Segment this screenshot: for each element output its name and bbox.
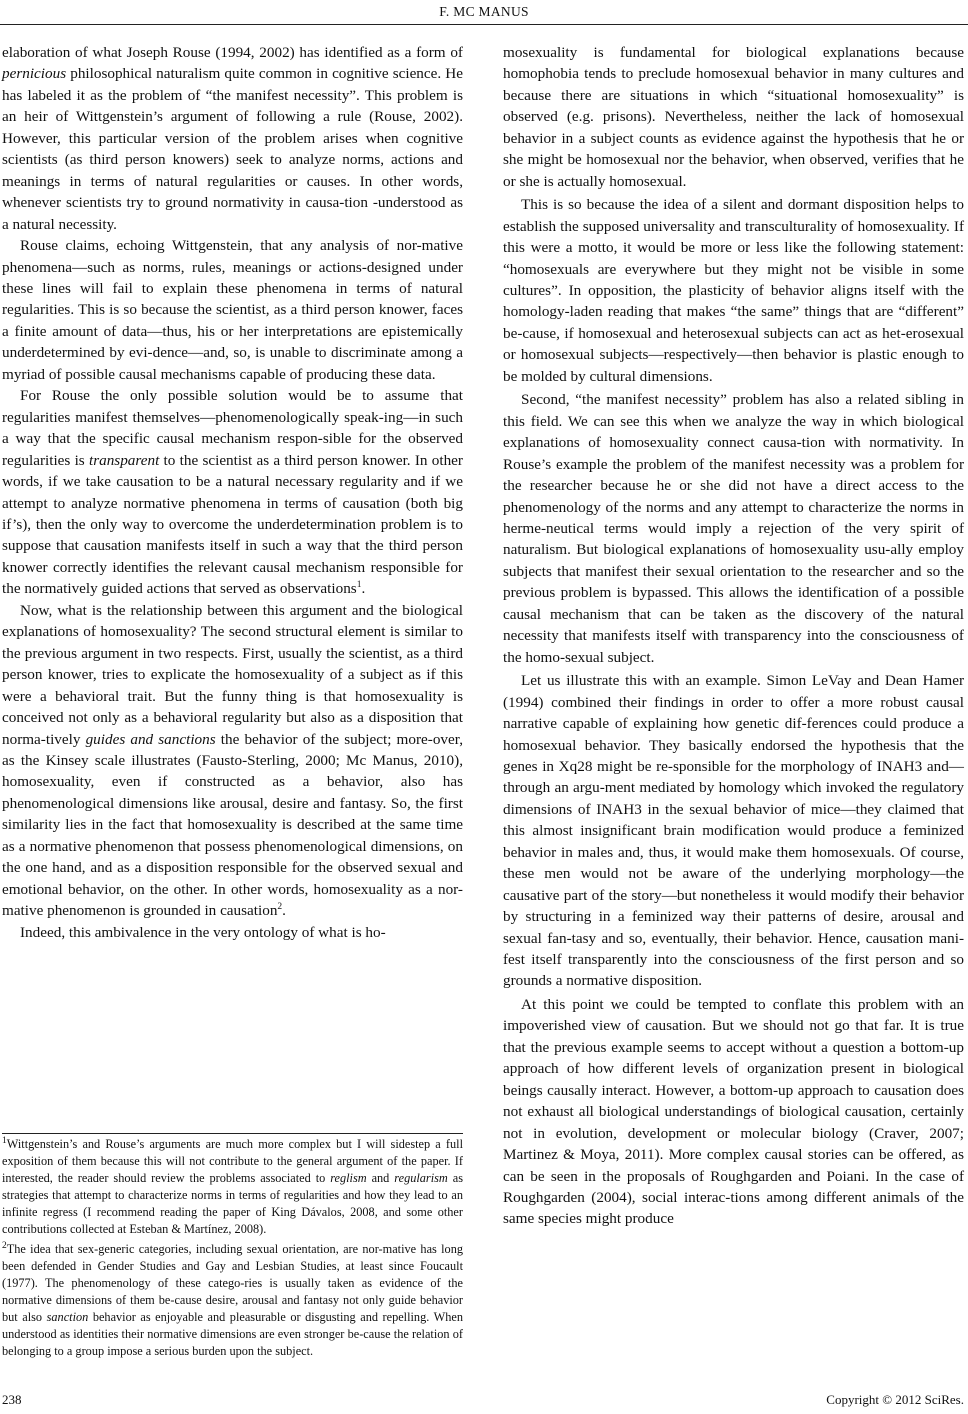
text-run: . bbox=[361, 580, 366, 598]
emphasis: reglism bbox=[330, 1171, 367, 1186]
paragraph bbox=[2, 385, 463, 600]
header-rule bbox=[0, 24, 968, 25]
footnote-ref-1[interactable]: 1 bbox=[356, 580, 362, 591]
paragraph bbox=[2, 600, 463, 922]
paragraph: Indeed, this ambivalence in the very ontology of what is ho- bbox=[20, 923, 386, 941]
running-head: F. MC MANUS bbox=[439, 4, 529, 19]
paragraph: At this point we could be tempted to conflate this problem with an impoverished view of causation. But we should not go that far. It is true that the previous example seems to accept without a question a bottom-up approach of how different levels of organization present in biological beings causally interact. However, a bottom-up approach to causation does not exhaust all biological understandings of biological causation, certainly not in evolution, development or molecular biology (Craver, 2007; Martinez & Moya, 2011). More complex causal stories can be offered, as can be seen in the proposals of Roughgarden and Poiani. In the case of Roughgarden (2004), social interac-tions among different animals of the same species might produce bbox=[503, 995, 964, 1228]
footnotes bbox=[2, 1133, 463, 1362]
text-run: elaboration of what Joseph Rouse (1994, 2002) has identified as a form of bbox=[2, 44, 463, 61]
footnote-ref-2[interactable]: 2 bbox=[277, 902, 283, 913]
left-column bbox=[2, 42, 463, 943]
footnote-1 bbox=[2, 1136, 463, 1239]
emphasis: sanction bbox=[46, 1309, 89, 1324]
text-run: The idea that sex-generic categories, including sexual orientation, are nor-mative has long been defended in Gender Studies and Gay and Lesbian Studies, at least since Foucault (1977). The phenomenology of these catego-ries is usually taken as evidence of the normative dimensions of them be-cause desire, arousal and fantasy not only guide behavior but also bbox=[2, 1241, 463, 1324]
paragraph: Rouse claims, echoing Wittgenstein, that any analysis of nor-mative phenomena—such as norms, rules, meanings or actions-designed under these lines will fail to explain these phenomena in terms of natural regularities. This is so because the scientist, as a third person knower, faces a finite amount of data—thus, his or her interpretations are epistemically underdetermined by evi-dence—and, so, is unable to discriminate among a myriad of possible causal mechanisms capable of producing these data. bbox=[2, 237, 463, 383]
paragraph: mosexuality is fundamental for biological explanations because homophobia tends to preclude homosexual behavior in many cultures and because there are situations in which “situational homosexuality” is observed (e.g. prisons). Nevertheless, neither the lack of homosexual behavior in a subject counts as evidence against the hypothesis that he or she might be homosexual nor the behavior, when observed, verifies that he or she is actually homosexual. bbox=[503, 44, 964, 190]
copyright: Copyright © 2012 SciRes. bbox=[826, 1392, 964, 1407]
page-number: 238 bbox=[2, 1392, 22, 1407]
footnote-number: 1 bbox=[2, 1135, 7, 1146]
emphasis: guides and sanctions bbox=[85, 730, 216, 748]
text-run: For Rouse the only possible solution would be to assume that regularities manifest themselves—phenomenologically speak-ing—in such a way that the specific causal mechanism respon-sible for the observed regularities is bbox=[2, 387, 463, 469]
emphasis: regularism bbox=[394, 1171, 448, 1186]
paragraph: Let us illustrate this with an example. Simon LeVay and Dean Hamer (1994) combined their findings in order to offer a more robust causal narrative capable of explaining how genetic dif-ferences could produce a homosexual behavior. They basically endorsed the hypothesis that the genes in Xq28 might be re-sponsible for the morphology of INAH3 and—through an argu-ment mediated by homology which invoked the regulatory dimensions of INAH3 in the sexual behavior of mice—they claimed that this almost insignificant brain modification would produce a feminized behavior in males and, thus, it would make them homosexuals. Of course, these men would not be aware of the underlying morphology—the causative part of the story—but nonetheless it would modify their behavior by structuring in a feminized way their patterns of desire, arousal and sexual fan-tasy and so, eventually, their behavior. Hence, causation mani-fest itself transparently into the consciousness of the first person and so grounds a normative disposition. bbox=[503, 672, 964, 990]
footnote-rule bbox=[2, 1133, 463, 1134]
paragraph: This is so because the idea of a silent and dormant disposition helps to establish the supposed universality and transculturality of homosexuality. If this were a motto, it would be more or less like the following statement: “homosexuals are everywhere but they might not be visible in some cultures”. In opposition, the plasticity of behavior aligns itself with the homology-laden reading that makes “the same” things that are “different” be-cause, if homosexual and heterosexual subjects can act as het-erosexual or homosexual subjects—respectively—then behavior is plastic enough to be molded by cultural dimensions. bbox=[503, 196, 964, 385]
emphasis: transparent bbox=[88, 451, 160, 469]
text-run: to the scientist as a third person knower. In other words, if we take causation to be a natural necessary regularity and if we attempt to analyze normative phenomena in terms of causation (both big if’s), then the only way to overcome the underdetermination problem is to suppose that causation manifests itself in such a way that the third person knower correctly identifies the relevant causal mechanism responsible for the normatively guided actions that served as observations bbox=[2, 451, 463, 598]
paragraph: Second, “the manifest necessity” problem has also a related sibling in this field. We can see this when we analyze the way in which biological explanations of homosexuality connect causa-tion with normativity. In Rouse’s example the problem of the manifest necessity was a problem for the researcher because he or she did not have a direct access to the phenomenology of the norms and any attempt to characterize the norms in herme-neutical terms would imply a rejection of the very spirit of naturalism. But biological explanations of homosexuality usu-ally employ subjects that manifest their sexual orientation to the researcher and so the previous problem is bypassed. This allows the identification of a possible causal mechanism that can be taken as the discovery of the natural necessity that manifests itself with transparency into the consciousness of the homo-sexual subject. bbox=[503, 391, 964, 666]
footnote-2 bbox=[2, 1241, 463, 1361]
text-run: and bbox=[366, 1171, 395, 1186]
text-run: behavior as enjoyable and pleasurable or disgusting and repelling. When understood as identities their normative dimensions are even stronger be-cause the relation of belonging to a group impose a serious burden upon the subject. bbox=[2, 1309, 463, 1359]
text-run: Now, what is the relationship between this argument and the biological explanations of homosexuality? The second structural element is similar to the previous argument in two respects. First, usually the scientist, as a third person knower, tries to explicate the homosexuality of a subject as if this were a behavioral trait. But the funny thing is that homosexuality is conceived not only as a behavioral regularity but also as a disposition that norma-tively bbox=[2, 601, 463, 748]
paragraph bbox=[2, 42, 463, 235]
right-column bbox=[503, 42, 964, 1230]
text-run: as strategies that attempt to characterize norms in terms of regularities and how they lead to an infinite regress (I recommend reading the paper of King Dávalos, 2008, and some other contributions collected at Esteban & Martínez, 2008). bbox=[2, 1171, 463, 1237]
text-run: . bbox=[282, 902, 286, 920]
emphasis: pernicious bbox=[2, 65, 67, 83]
footnote-number: 2 bbox=[2, 1240, 7, 1251]
text-run: the behavior of the subject; more-over, as the Kinsey scale illustrates (Fausto-Sterling, 2000; Mc Manus, 2010), homosexuality, even if constructed as a behavior, also has phenomenological dimensions like arousal, desire and fantasy. So, the first similarity lies in the fact that homosexuality is described at the same time as a normative phenomenon that possess phenomenological dimensions, on the one hand, and as a disposition responsible for the observed sexual and emotional behavior, on the other. In other words, homosexuality as a nor-mative phenomenon is grounded in causation bbox=[2, 730, 463, 920]
text-run: Wittgenstein’s and Rouse’s arguments are much more complex but I will sidestep a full exposition of them because this will not contribute to the general argument of the paper. If interested, the reader should review the problems associated to bbox=[2, 1137, 463, 1186]
text-run: philosophical naturalism quite common in cognitive science. He has labeled it as the problem of “the manifest necessity”. This problem is an heir of Wittgenstein’s argument of following a rule (Rouse, 2002). However, this particular version of the problem arises when cognitive scientists (as third person knowers) seek to analyze norms, actions and meanings in terms of natural regularities or causes. In other words, whenever scientists try to ground normativity in causa-tion -understood as a natural necessity. bbox=[2, 65, 463, 233]
